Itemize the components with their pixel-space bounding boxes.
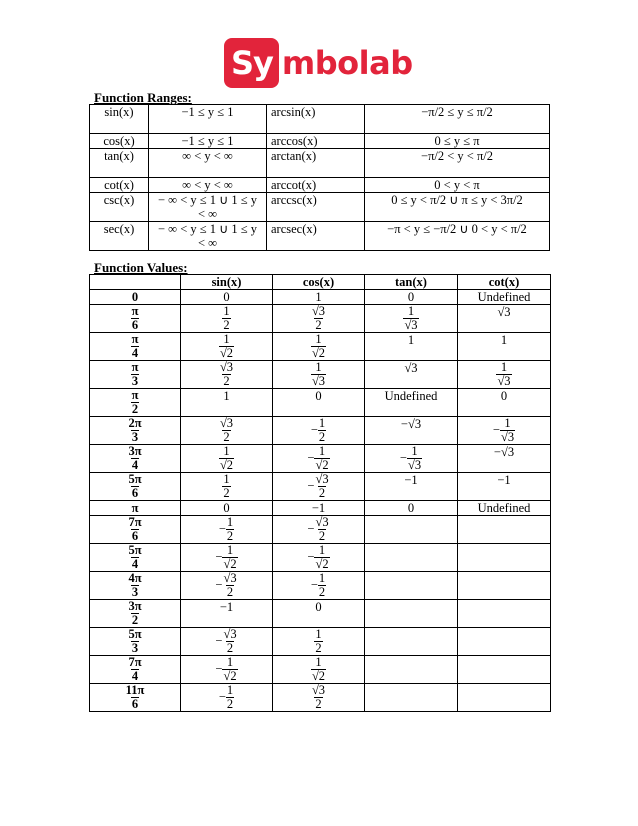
- value-cell: − $\frac{1}{√2}$: [181, 656, 273, 684]
- value-row: [90, 417, 551, 445]
- angle-cell: $\frac{5\pi}{6}$: [90, 473, 181, 501]
- value-cell: $\frac{1}{√2}$: [181, 333, 273, 361]
- value-cell: − $\frac{1}{√2}$: [181, 544, 273, 572]
- value-cell: 0: [181, 501, 273, 516]
- range-cell: −1 ≤ y ≤ 1: [149, 134, 267, 149]
- angle-cell: $\frac{\pi}{3}$: [90, 361, 181, 389]
- angle-cell: $\frac{11\pi}{6}$: [90, 684, 181, 712]
- value-cell: $\frac{1}{2}$: [181, 305, 273, 333]
- value-row: [90, 445, 551, 473]
- range-cell: −1 ≤ y ≤ 1: [149, 105, 267, 134]
- value-cell: − $\frac{√3}{2}$: [273, 473, 365, 501]
- angle-cell: $\frac{\pi}{4}$: [90, 333, 181, 361]
- value-cell: √3: [458, 305, 551, 333]
- value-cell: [365, 684, 458, 712]
- range-cell: − ∞ < y ≤ 1 ∪ 1 ≤ y < ∞: [149, 193, 267, 222]
- value-row: [90, 305, 551, 333]
- value-cell: − $\frac{√3}{2}$: [273, 516, 365, 544]
- value-row: [90, 600, 551, 628]
- value-cell: − $\frac{1}{√3}$: [458, 417, 551, 445]
- value-cell: − $\frac{1}{√2}$: [273, 445, 365, 473]
- value-cell: [458, 628, 551, 656]
- angle-cell: $\frac{\pi}{2}$: [90, 389, 181, 417]
- angle-cell: $\frac{4\pi}{3}$: [90, 572, 181, 600]
- value-cell: [458, 656, 551, 684]
- range-cell: − ∞ < y ≤ 1 ∪ 1 ≤ y < ∞: [149, 222, 267, 251]
- value-cell: [365, 516, 458, 544]
- inverse-function-cell: arccsc(x): [267, 193, 365, 222]
- value-row: [90, 544, 551, 572]
- value-cell: 0: [273, 600, 365, 628]
- angle-cell: $\frac{3\pi}{4}$: [90, 445, 181, 473]
- value-cell: 1: [458, 333, 551, 361]
- value-cell: 1: [181, 389, 273, 417]
- value-cell: Undefined: [458, 501, 551, 516]
- angle-cell: $\frac{\pi}{6}$: [90, 305, 181, 333]
- value-row: [90, 628, 551, 656]
- value-cell: 0: [458, 389, 551, 417]
- function-cell: sec(x): [90, 222, 149, 251]
- value-cell: $\frac{1}{2}$: [273, 628, 365, 656]
- inverse-function-cell: arcsin(x): [267, 105, 365, 134]
- values-table: [89, 274, 551, 712]
- value-cell: [365, 600, 458, 628]
- value-cell: $\frac{1}{√2}$: [273, 333, 365, 361]
- value-cell: [365, 656, 458, 684]
- logo-text: mbolab: [281, 44, 413, 82]
- column-header: tan(x): [365, 275, 458, 290]
- value-cell: −1: [458, 473, 551, 501]
- value-row: [90, 656, 551, 684]
- angle-cell: $\frac{7\pi}{4}$: [90, 656, 181, 684]
- value-cell: $\frac{1}{√2}$: [181, 445, 273, 473]
- column-header: sin(x): [181, 275, 273, 290]
- function-cell: csc(x): [90, 193, 149, 222]
- range-row: [90, 222, 550, 251]
- inverse-range-cell: 0 < y < π: [365, 178, 550, 193]
- value-cell: − $\frac{1}{2}$: [273, 572, 365, 600]
- value-row: [90, 684, 551, 712]
- function-cell: tan(x): [90, 149, 149, 178]
- value-cell: $\frac{1}{2}$: [181, 473, 273, 501]
- value-cell: − $\frac{1}{2}$: [181, 684, 273, 712]
- logo-box: Sy: [224, 38, 279, 88]
- angle-cell: $\frac{2\pi}{3}$: [90, 417, 181, 445]
- angle-cell: $\frac{7\pi}{6}$: [90, 516, 181, 544]
- value-cell: [458, 600, 551, 628]
- value-cell: −√3: [458, 445, 551, 473]
- range-row: [90, 149, 550, 178]
- inverse-range-cell: −π/2 < y < π/2: [365, 149, 550, 178]
- value-cell: [458, 684, 551, 712]
- values-title: Function Values:: [94, 260, 188, 275]
- angle-cell: π: [90, 501, 181, 516]
- value-cell: − $\frac{1}{√2}$: [273, 544, 365, 572]
- value-row: [90, 333, 551, 361]
- symbolab-logo: [224, 38, 413, 88]
- value-cell: Undefined: [365, 389, 458, 417]
- value-cell: 0: [365, 290, 458, 305]
- value-cell: $\frac{1}{√3}$: [365, 305, 458, 333]
- value-cell: − $\frac{√3}{2}$: [181, 572, 273, 600]
- value-cell: −1: [365, 473, 458, 501]
- value-cell: √3: [365, 361, 458, 389]
- value-cell: 0: [273, 389, 365, 417]
- ranges-title: Function Ranges:: [94, 90, 192, 105]
- function-cell: cos(x): [90, 134, 149, 149]
- value-cell: 0: [181, 290, 273, 305]
- value-cell: $\frac{√3}{2}$: [181, 361, 273, 389]
- inverse-range-cell: −π < y ≤ −π/2 ∪ 0 < y < π/2: [365, 222, 550, 251]
- ranges-table: [89, 104, 550, 251]
- value-cell: [458, 572, 551, 600]
- value-cell: − $\frac{√3}{2}$: [181, 628, 273, 656]
- angle-cell: $\frac{5\pi}{4}$: [90, 544, 181, 572]
- value-cell: 0: [365, 501, 458, 516]
- value-cell: − $\frac{1}{2}$: [273, 417, 365, 445]
- range-cell: ∞ < y < ∞: [149, 149, 267, 178]
- function-cell: sin(x): [90, 105, 149, 134]
- inverse-range-cell: −π/2 ≤ y ≤ π/2: [365, 105, 550, 134]
- value-row: [90, 501, 551, 516]
- value-cell: [365, 572, 458, 600]
- value-cell: $\frac{√3}{2}$: [273, 684, 365, 712]
- range-row: [90, 178, 550, 193]
- value-row: [90, 572, 551, 600]
- value-cell: 1: [273, 290, 365, 305]
- value-cell: − $\frac{1}{√3}$: [365, 445, 458, 473]
- inverse-range-cell: 0 ≤ y ≤ π: [365, 134, 550, 149]
- value-cell: 1: [365, 333, 458, 361]
- value-cell: [458, 516, 551, 544]
- value-cell: −1: [273, 501, 365, 516]
- inverse-function-cell: arctan(x): [267, 149, 365, 178]
- value-row: [90, 389, 551, 417]
- range-row: [90, 193, 550, 222]
- value-cell: $\frac{1}{√3}$: [458, 361, 551, 389]
- angle-cell: $\frac{3\pi}{2}$: [90, 600, 181, 628]
- value-cell: − $\frac{1}{2}$: [181, 516, 273, 544]
- value-cell: −1: [181, 600, 273, 628]
- value-cell: Undefined: [458, 290, 551, 305]
- value-row: [90, 290, 551, 305]
- value-cell: [458, 544, 551, 572]
- value-cell: [365, 544, 458, 572]
- range-row: [90, 134, 550, 149]
- column-header: cos(x): [273, 275, 365, 290]
- function-cell: cot(x): [90, 178, 149, 193]
- range-row: [90, 105, 550, 134]
- value-cell: $\frac{1}{√2}$: [273, 656, 365, 684]
- value-cell: −√3: [365, 417, 458, 445]
- column-header: [90, 275, 181, 290]
- range-cell: ∞ < y < ∞: [149, 178, 267, 193]
- inverse-function-cell: arccot(x): [267, 178, 365, 193]
- value-cell: [365, 628, 458, 656]
- value-cell: $\frac{√3}{2}$: [181, 417, 273, 445]
- value-row: [90, 361, 551, 389]
- angle-cell: 0: [90, 290, 181, 305]
- inverse-function-cell: arcsec(x): [267, 222, 365, 251]
- column-header: cot(x): [458, 275, 551, 290]
- value-row: [90, 516, 551, 544]
- value-cell: $\frac{√3}{2}$: [273, 305, 365, 333]
- value-row: [90, 473, 551, 501]
- value-cell: $\frac{1}{√3}$: [273, 361, 365, 389]
- inverse-range-cell: 0 ≤ y < π/2 ∪ π ≤ y < 3π/2: [365, 193, 550, 222]
- inverse-function-cell: arccos(x): [267, 134, 365, 149]
- angle-cell: $\frac{5\pi}{3}$: [90, 628, 181, 656]
